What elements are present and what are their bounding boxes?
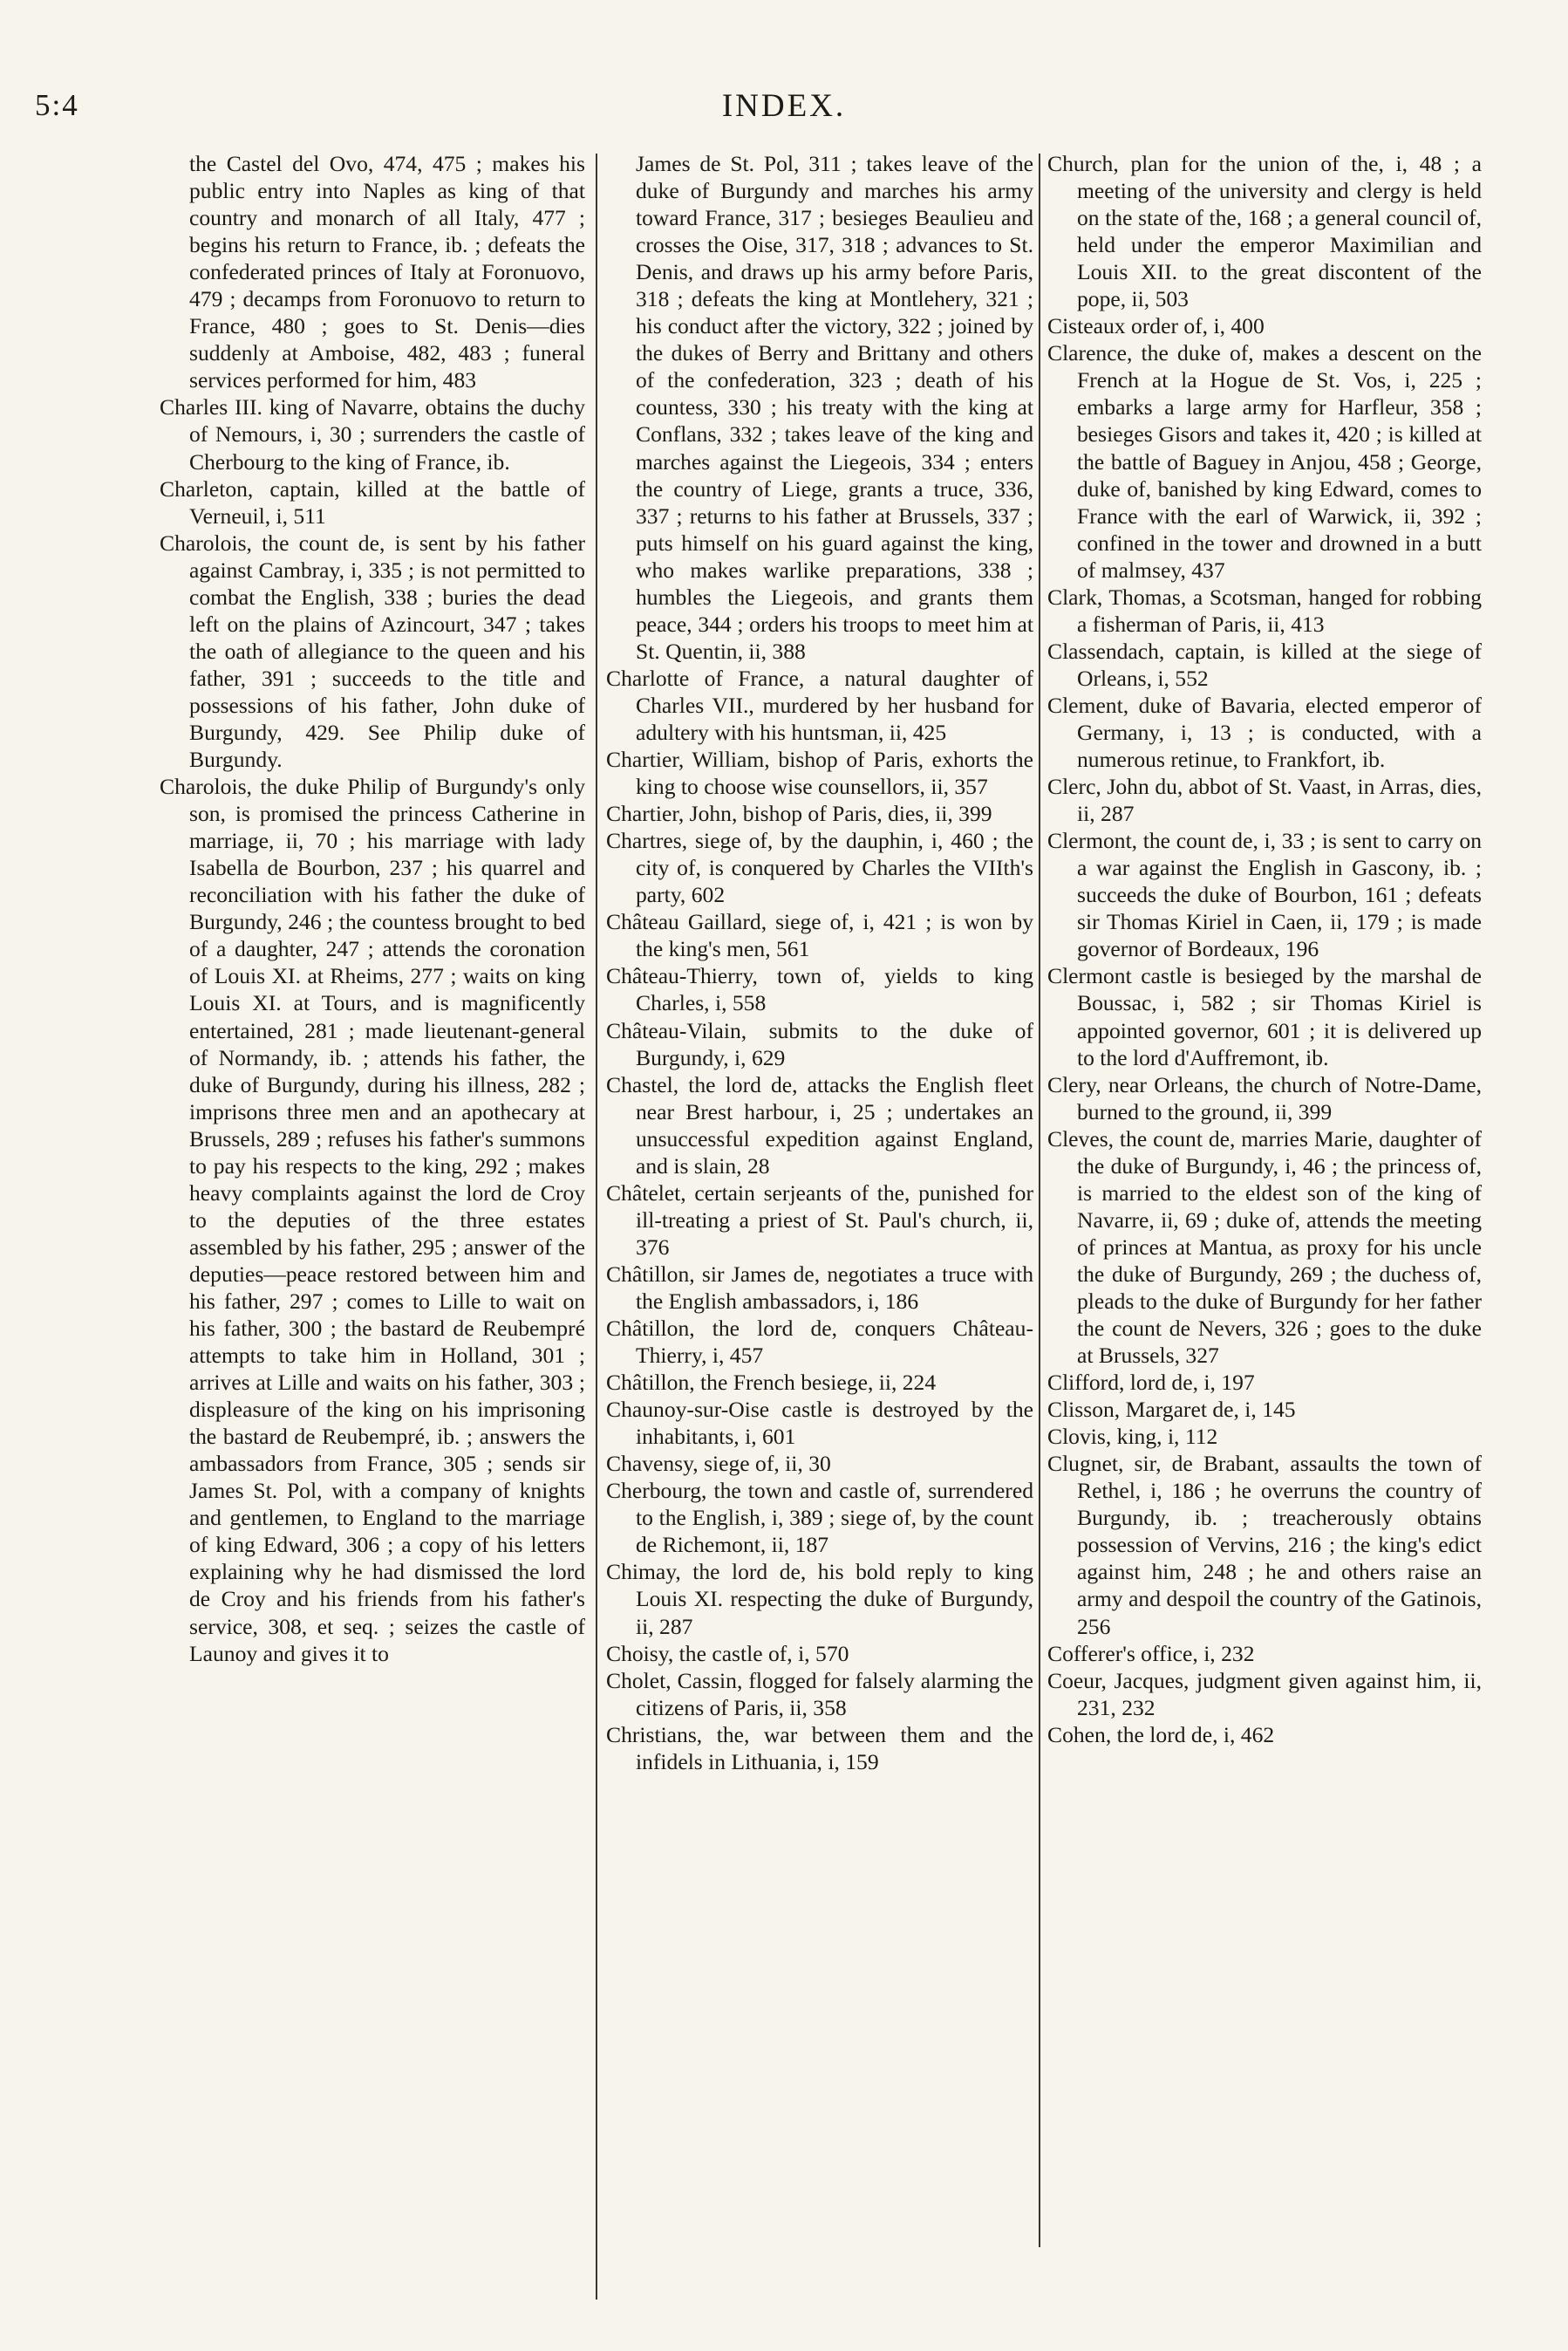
index-entry: Charles III. king of Navarre, obtains the duchy of Nemours, i, 30 ; surrenders the castle of Cherbourg to the king of France, ib.: [160, 394, 585, 475]
index-entry: Clermont, the count de, i, 33 ; is sent to carry on a war against the English in Gascony, ib. ; succeeds the duke of Bourbon, 161 ; defeats sir Thomas Kiriel in Caen, ii, 179 ; is made governor of Bordeaux, 196: [1047, 828, 1482, 962]
index-entry: Clugnet, sir, de Brabant, assaults the town of Rethel, i, 186 ; he overruns the country of Burgundy, ib. ; treacherously obtains possession of Vervins, 216 ; the king's edict against him, 248 ; he and others raise an army and despoil the country of the Gatinois, 256: [1047, 1451, 1482, 1639]
index-entry: Château Gaillard, siege of, i, 421 ; is won by the king's men, 561: [606, 909, 1033, 962]
index-entry: Clermont castle is besieged by the marshal de Boussac, i, 582 ; sir Thomas Kiriel is appointed governor, 601 ; it is delivered up to the lord d'Auffremont, ib.: [1047, 963, 1482, 1070]
index-entry-continuation: James de St. Pol, 311 ; takes leave of the duke of Burgundy and marches his army toward France, 317 ; besieges Beaulieu and crosses the Oise, 317, 318 ; advances to St. Denis, and draws up his army before Paris, 318 ; defeats the king at Montlehery, 321 ; his conduct after the victory, 322 ; joined by the dukes of Berry and Brittany and others of the confederation, 323 ; death of his countess, 330 ; his treaty with the king at Conflans, 332 ; takes leave of the king and marches against the Liegeois, 334 ; enters the country of Liege, grants a truce, 336, 337 ; returns to his father at Brussels, 337 ; puts himself on his guard against the king, who makes warlike preparations, 338 ; humbles the Liegeois, and grants them peace, 344 ; orders his troops to meet him at St. Quentin, ii, 388: [636, 151, 1033, 664]
index-entry: Châtelet, certain serjeants of the, punished for ill-treating a priest of St. Paul's church, ii, 376: [606, 1179, 1033, 1260]
index-entry: Charolois, the count de, is sent by his father against Cambray, i, 335 ; is not permitted to combat the English, 338 ; buries the dead left on the plains of Azincourt, 347 ; takes the oath of allegiance to the queen and his father, 391 ; succeeds to the title and possessions of his father, John duke of Burgundy, 429. See Philip duke of Burgundy.: [160, 530, 585, 773]
index-entry: Clisson, Margaret de, i, 145: [1047, 1397, 1296, 1423]
index-entry: Clovis, king, i, 112: [1047, 1424, 1218, 1450]
index-entry: Chastel, the lord de, attacks the English fleet near Brest harbour, i, 25 ; undertakes an unsuccessful expedition against England, and is slain, 28: [606, 1071, 1033, 1179]
index-entry: Coeur, Jacques, judgment given against him, ii, 231, 232: [1047, 1667, 1482, 1720]
column-divider-left: [596, 154, 597, 2300]
index-entry: Charleton, captain, killed at the battle of Verneuil, i, 511: [160, 475, 585, 529]
index-entry: Châtillon, the French besiege, ii, 224: [606, 1370, 937, 1396]
index-entry: Clarence, the duke of, makes a descent on the French at la Hogue de St. Vos, i, 225 ; embarks a large army for Harfleur, 358 ; besieges Gisors and takes it, 420 ; is killed at the battle of Baguey in Anjou, 458 ; George, duke of, banished by king Edward, comes to France with the earl of Warwick, ii, 392 ; confined in the tower and drowned in a butt of malmsey, 437: [1047, 340, 1482, 583]
index-entry: Chartier, John, bishop of Paris, dies, ii, 399: [606, 801, 992, 827]
index-column-1: [160, 150, 585, 1667]
index-entry: Château-Vilain, submits to the duke of Burgundy, i, 629: [606, 1017, 1033, 1070]
index-entry: Cohen, the lord de, i, 462: [1047, 1721, 1275, 1747]
index-entry: Château-Thierry, town of, yields to king Charles, i, 558: [606, 963, 1033, 1016]
index-entry: Chartres, siege of, by the dauphin, i, 460 ; the city of, is conquered by Charles the VIIth's party, 602: [606, 828, 1033, 908]
index-entry: Cisteaux order of, i, 400: [1047, 313, 1265, 339]
index-entry: Cleves, the count de, marries Marie, daughter of the duke of Burgundy, i, 46 ; the princess of, is married to the eldest son of the king of Navarre, ii, 69 ; duke of, attends the meeting of princes at Mantua, as proxy for his uncle the duke of Burgundy, 269 ; the duchess of, pleads to the duke of Burgundy for her father the count de Nevers, 326 ; goes to the duke at Brussels, 327: [1047, 1125, 1482, 1369]
index-entry: Chartier, William, bishop of Paris, exhorts the king to choose wise counsellors, ii, 357: [606, 747, 1033, 800]
index-entry: Châtillon, the lord de, conquers Château-Thierry, i, 457: [606, 1316, 1033, 1369]
index-column-2: [606, 150, 1033, 1775]
index-entry: Charlotte of France, a natural daughter of Charles VII., murdered by her husband for adultery with his huntsman, ii, 425: [606, 665, 1033, 745]
index-entry: Classendach, captain, is killed at the siege of Orleans, i, 552: [1047, 638, 1482, 691]
index-entry: Chimay, the lord de, his bold reply to king Louis XI. respecting the duke of Burgundy, ii, 287: [606, 1559, 1033, 1639]
index-entry: Cofferer's office, i, 232: [1047, 1640, 1255, 1666]
index-entry: Châtillon, sir James de, negotiates a truce with the English ambassadors, i, 186: [606, 1261, 1033, 1314]
index-entry: Charolois, the duke Philip of Burgundy's only son, is promised the princess Catherine in marriage, ii, 70 ; his marriage with lady Isabella de Bourbon, 237 ; his quarrel and reconciliation with his father the duke of Burgundy, 246 ; the countess brought to bed of a daughter, 247 ; attends the coronation of Louis XI. at Rheims, 277 ; waits on king Louis XI. at Tours, and is magnificently entertained, 281 ; made lieutenant-general of Normandy, ib. ; attends his father, the duke of Burgundy, during his illness, 282 ; imprisons three men and an apothecary at Brussels, 289 ; refuses his father's summons to pay his respects to the king, 292 ; makes heavy complaints against the lord de Croy to the deputies of the three estates assembled by his father, 295 ; answer of the deputies—peace restored between him and his father, 297 ; comes to Lille to wait on his father, 300 ; the bastard de Reubempré attempts to take him in Holland, 301 ; arrives at Lille and waits on his father, 303 ; displeasure of the king on his imprisoning the bastard de Reubempré, ib. ; answers the ambassadors from France, 305 ; sends sir James St. Pol, with a company of knights and gentlemen, to England to the marriage of king Edward, 306 ; a copy of his letters explaining why he had dismissed the lord de Croy and his friends from his father's service, 308, et seq. ; seizes the castle of Launoy and gives it to: [160, 774, 585, 1666]
index-entry: Clery, near Orleans, the church of Notre-Dame, burned to the ground, ii, 399: [1047, 1071, 1482, 1124]
index-entry: Clerc, John du, abbot of St. Vaast, in Arras, dies, ii, 287: [1047, 774, 1482, 827]
index-entry: Clifford, lord de, i, 197: [1047, 1370, 1255, 1396]
index-entry: Clark, Thomas, a Scotsman, hanged for robbing a fisherman of Paris, ii, 413: [1047, 584, 1482, 637]
index-column-3: [1047, 150, 1482, 1748]
index-entry: Chaunoy-sur-Oise castle is destroyed by the inhabitants, i, 601: [606, 1397, 1033, 1450]
running-head-title: INDEX.: [721, 88, 847, 124]
index-entry: Chavensy, siege of, ii, 30: [606, 1451, 831, 1477]
index-entry: Cholet, Cassin, flogged for falsely alarming the citizens of Paris, ii, 358: [606, 1667, 1033, 1720]
column-divider-right: [1039, 154, 1040, 2247]
index-entry: Church, plan for the union of the, i, 48 ; a meeting of the university and clergy is held on the state of the, 168 ; a general council of, held under the emperor Maximilian and Louis XII. to the great discontent of the pope, ii, 503: [1047, 151, 1482, 312]
page-number: 5:4: [35, 88, 79, 122]
index-entry: Christians, the, war between them and the infidels in Lithuania, i, 159: [606, 1721, 1033, 1774]
index-entry: Choisy, the castle of, i, 570: [606, 1640, 849, 1666]
index-entry: Clement, duke of Bavaria, elected emperor of Germany, i, 13 ; is conducted, with a numerous retinue, to Frankfort, ib.: [1047, 692, 1482, 773]
index-entry: Cherbourg, the town and castle of, surrendered to the English, i, 389 ; siege of, by the count de Richemont, ii, 187: [606, 1478, 1033, 1558]
index-entry-continuation: the Castel del Ovo, 474, 475 ; makes his public entry into Naples as king of that country and monarch of all Italy, 477 ; begins his return to France, ib. ; defeats the confederated princes of Italy at Foronuovo, 479 ; decamps from Foronuovo to return to France, 480 ; goes to St. Denis—dies suddenly at Amboise, 482, 483 ; funeral services performed for him, 483: [189, 151, 585, 393]
